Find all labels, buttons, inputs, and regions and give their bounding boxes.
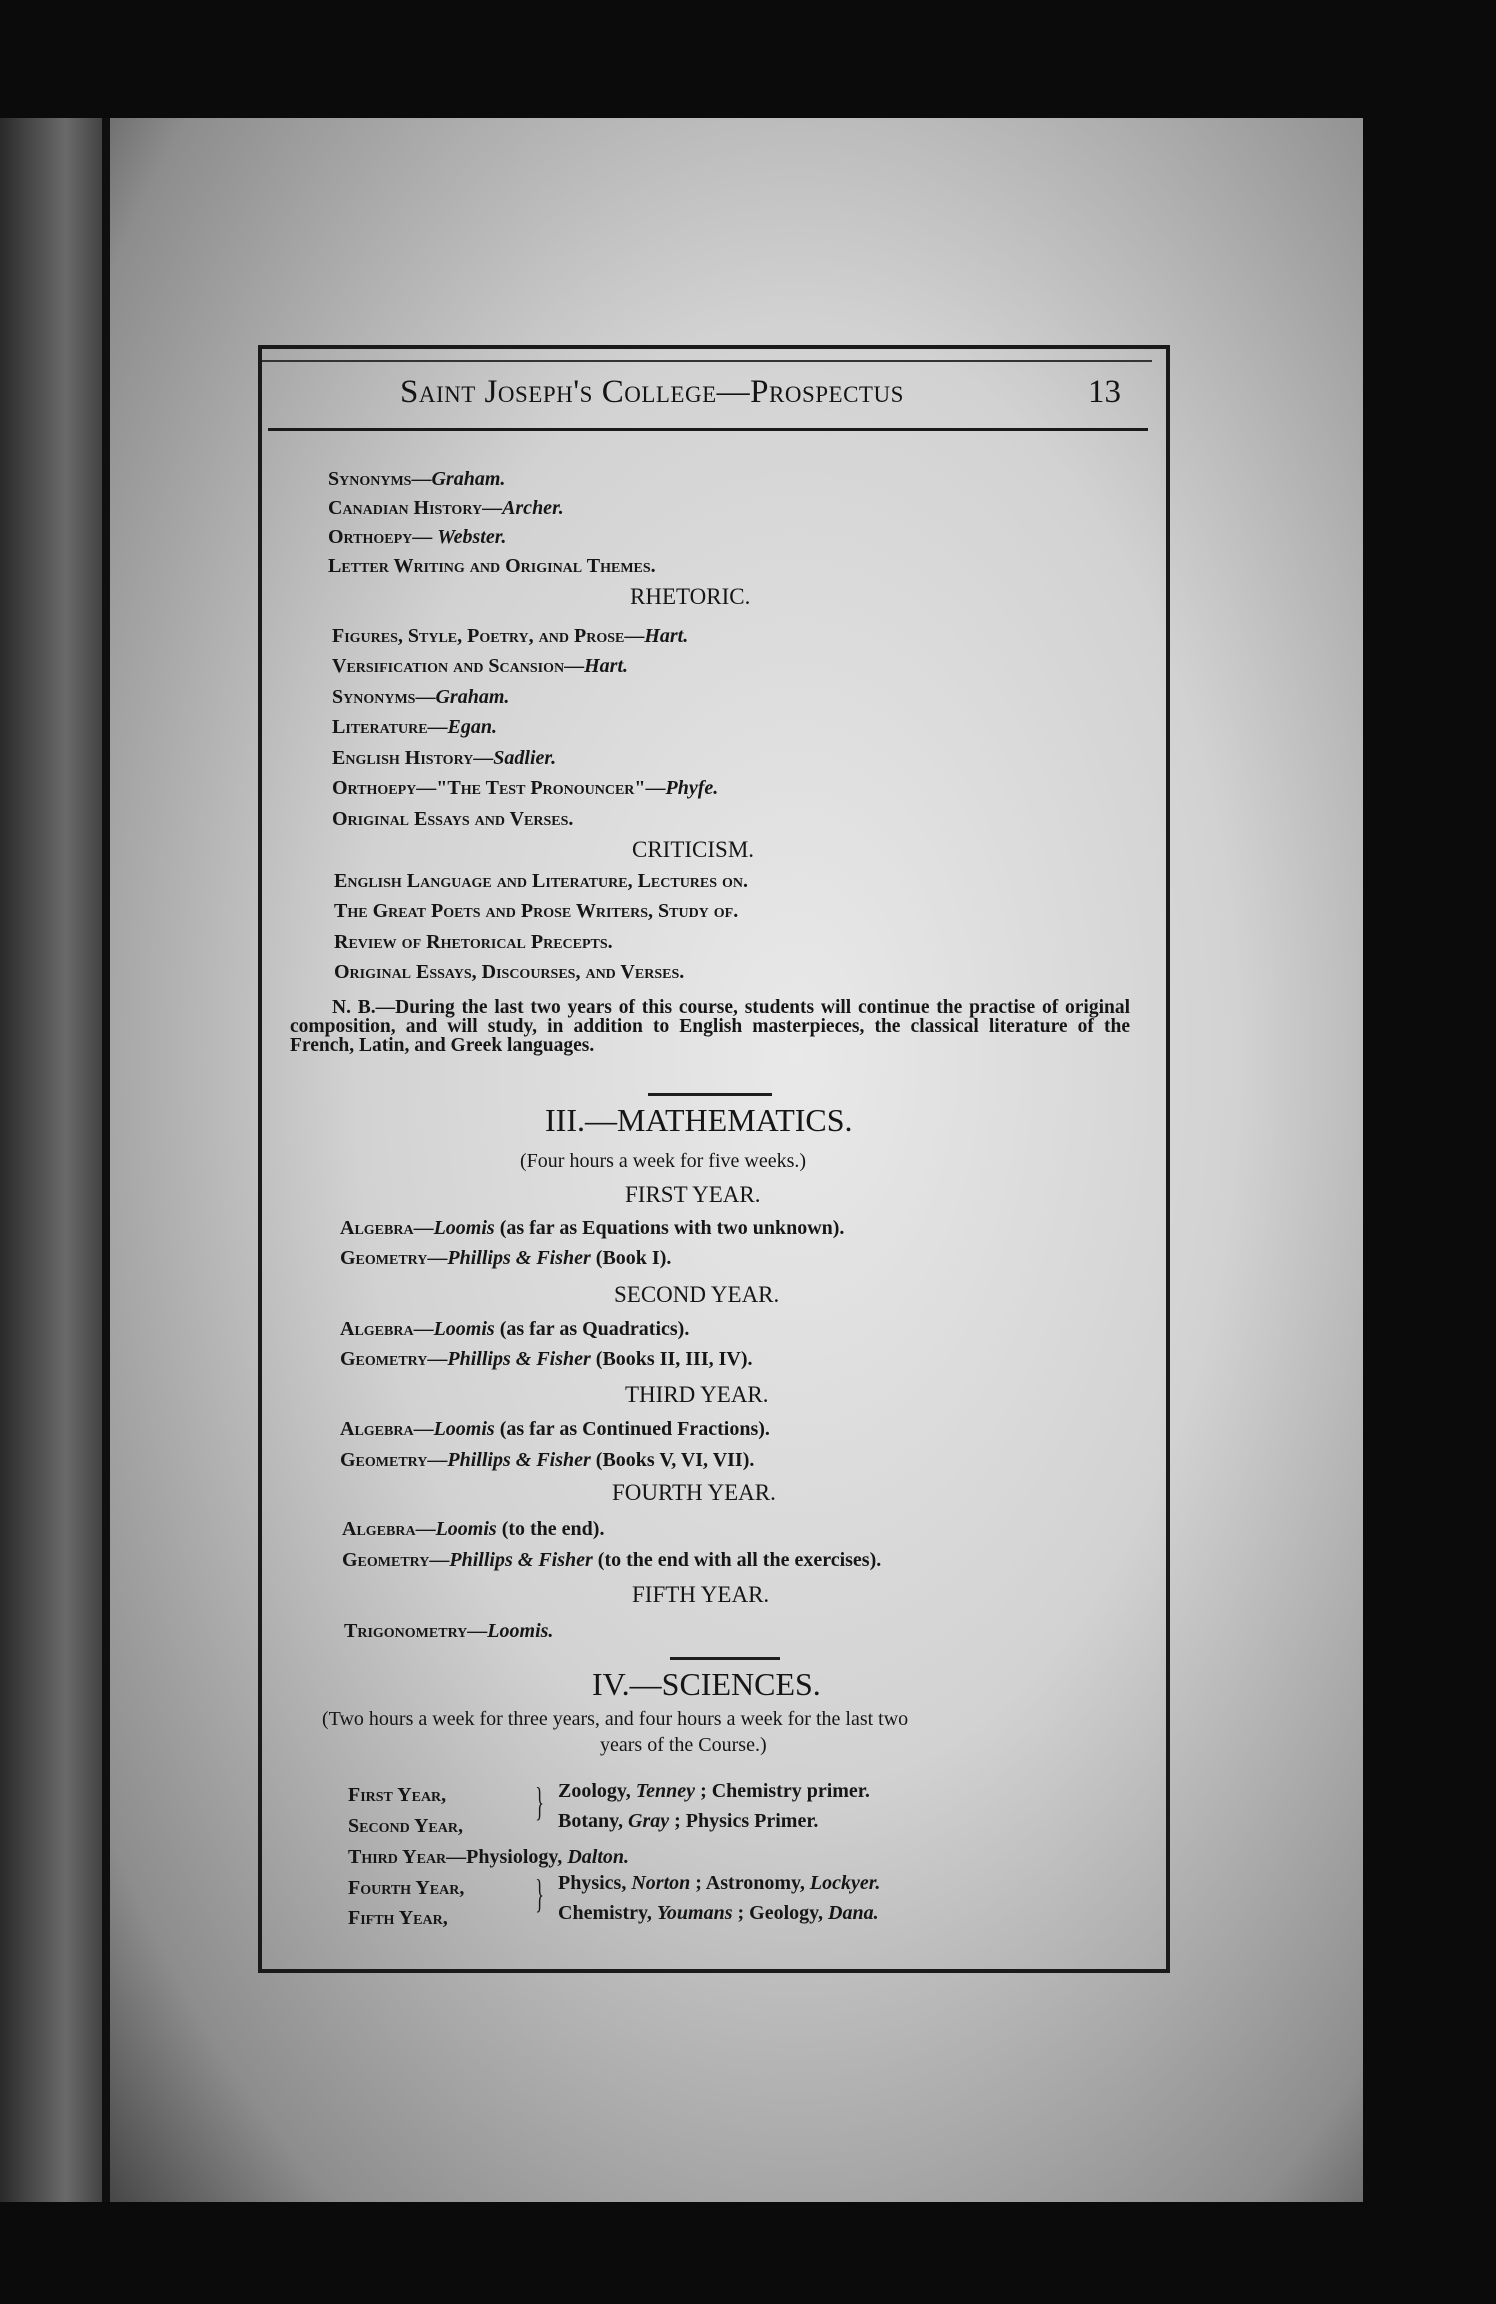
science-year-label: Second Year, [348,1815,463,1837]
brace-glyph: } [535,1779,544,1824]
list-item: Synonyms—Graham. [328,468,506,490]
course-row: Algebra—Loomis (as far as Equations with two unknown). [340,1217,845,1239]
course-row: Geometry—Phillips & Fisher (Book I). [340,1247,672,1269]
section-heading-mathematics: III.—MATHEMATICS. [545,1102,853,1138]
year-heading: SECOND YEAR. [614,1282,780,1307]
page-number: 13 [1088,374,1121,410]
section-heading-criticism: CRITICISM. [632,837,755,862]
course-row: Geometry—Phillips & Fisher (Books II, III, IV). [340,1348,753,1370]
top-rule [262,360,1152,362]
year-heading: FIFTH YEAR. [632,1582,770,1607]
science-row: Chemistry, Youmans ; Geology, Dana. [558,1902,879,1924]
list-item: Letter Writing and Original Themes. [328,555,656,577]
section-heading-sciences: IV.—SCIENCES. [592,1666,821,1702]
brace-glyph: } [535,1871,544,1916]
list-item: Review of Rhetorical Precepts. [334,931,613,953]
course-row: Algebra—Loomis (as far as Quadratics). [340,1318,690,1340]
science-row: Botany, Gray ; Physics Primer. [558,1810,819,1832]
science-row: Zoology, Tenney ; Chemistry primer. [558,1780,870,1802]
course-row: Trigonometry—Loomis. [344,1620,554,1642]
section-subtitle: (Two hours a week for three years, and four hours a week for the last two [322,1708,909,1730]
course-row: Algebra—Loomis (to the end). [342,1518,605,1540]
year-heading: THIRD YEAR. [625,1382,769,1407]
list-item: Figures, Style, Poetry, and Prose—Hart. [332,625,689,647]
course-row: Geometry—Phillips & Fisher (Books V, VI, VII). [340,1449,755,1471]
science-year-label: Fourth Year, [348,1877,465,1899]
list-item: The Great Poets and Prose Writers, Study of. [334,900,739,922]
running-header: Saint Joseph's College—Prospectus [400,374,904,410]
list-item: Orthoepy—"The Test Pronouncer"—Phyfe. [332,777,719,799]
facing-page-edge [0,118,110,2202]
year-heading: FIRST YEAR. [625,1182,761,1207]
list-item: Versification and Scansion—Hart. [332,655,629,677]
list-item: Synonyms—Graham. [332,686,510,708]
section-divider [648,1093,772,1096]
year-heading: FOURTH YEAR. [612,1480,776,1505]
science-row: Third Year—Physiology, Dalton. [348,1846,629,1868]
list-item: Orthoepy— Webster. [328,526,507,548]
science-row: Physics, Norton ; Astronomy, Lockyer. [558,1872,881,1894]
section-heading-rhetoric: RHETORIC. [630,584,751,609]
course-row: Algebra—Loomis (as far as Continued Fractions). [340,1418,770,1440]
list-item: Original Essays and Verses. [332,808,574,830]
section-subtitle: (Four hours a week for five weeks.) [520,1150,807,1172]
list-item: English History—Sadlier. [332,747,557,769]
science-year-label: Fifth Year, [348,1907,448,1929]
list-item: Literature—Egan. [332,716,498,738]
binding-gutter [102,118,110,2202]
science-year-label: First Year, [348,1784,447,1806]
list-item: Canadian History—Archer. [328,497,564,519]
list-item: English Language and Literature, Lectures on. [334,870,749,892]
nota-bene-paragraph: N. B.—During the last two years of this course, students will continue the practise of original composition, and will study, in addition to English masterpieces, the classical literature of the French, Latin, and Greek languages. [290,997,1130,1056]
list-item: Original Essays, Discourses, and Verses. [334,961,685,983]
header-rule [268,428,1148,431]
course-row: Geometry—Phillips & Fisher (to the end with all the exercises). [342,1549,882,1571]
section-divider [670,1657,780,1660]
section-subtitle: years of the Course.) [600,1734,767,1756]
